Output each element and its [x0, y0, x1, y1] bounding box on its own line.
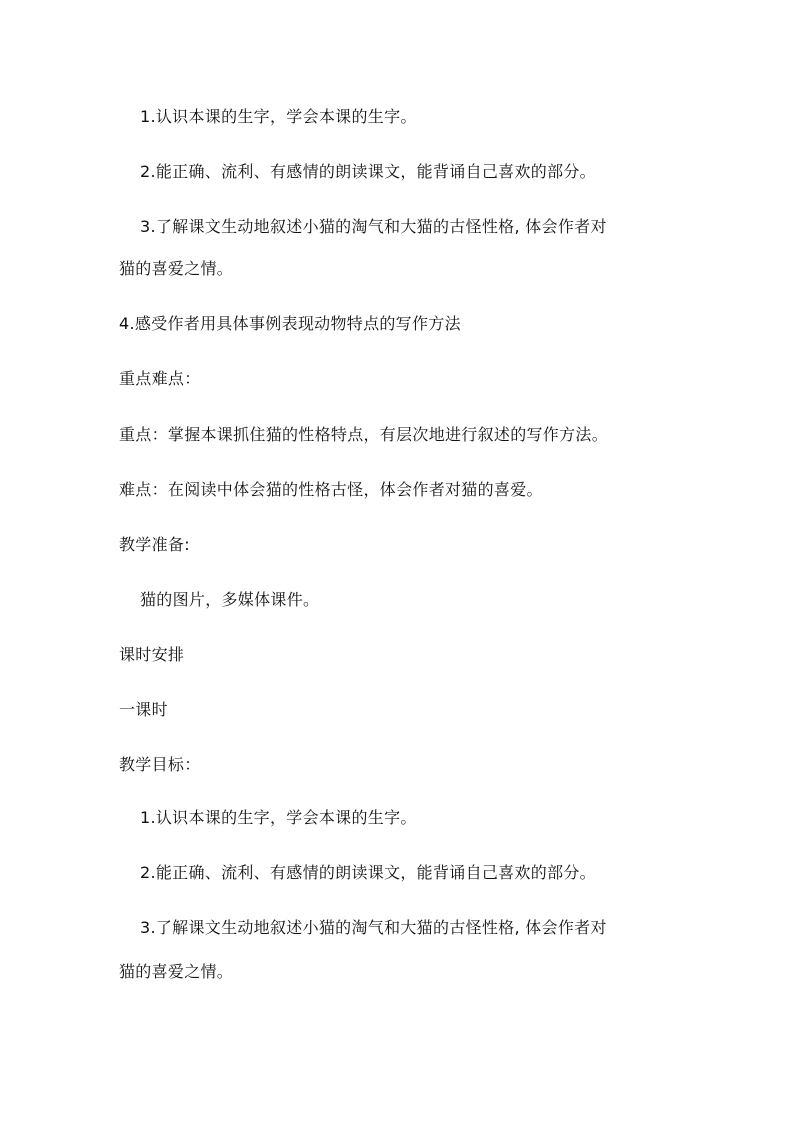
objective-line-3: 3.了解课文生动地叙述小猫的淘气和大猫的古怪性格, 体会作者对	[140, 217, 607, 236]
goal-line-3: 3.了解课文生动地叙述小猫的淘气和大猫的古怪性格, 体会作者对	[140, 918, 607, 937]
schedule-text: 一课时	[119, 700, 168, 719]
objective-line-1: 1.认识本课的生字，学会本课的生字。	[140, 107, 417, 126]
goal-line-2: 2.能正确、流利、有感情的朗读课文，能背诵自己喜欢的部分。	[140, 863, 596, 882]
difficulty-text: 难点：在阅读中体会猫的性格古怪，体会作者对猫的喜爱。	[119, 480, 543, 499]
objective-line-2: 2.能正确、流利、有感情的朗读课文，能背诵自己喜欢的部分。	[140, 162, 596, 181]
key-points-heading: 重点难点：	[119, 369, 201, 388]
goal-line-1: 1.认识本课的生字，学会本课的生字。	[140, 808, 417, 827]
preparation-heading: 教学准备:	[119, 535, 190, 554]
objective-line-3-continued: 猫的喜爱之情。	[119, 259, 234, 278]
preparation-text: 猫的图片，多媒体课件。	[140, 590, 320, 609]
schedule-heading: 课时安排	[119, 645, 185, 664]
key-point-text: 重点：掌握本课抓住猫的性格特点，有层次地进行叙述的写作方法。	[119, 425, 609, 444]
goal-line-3-continued: 猫的喜爱之情。	[119, 962, 234, 981]
objective-line-4: 4.感受作者用具体事例表现动物特点的写作方法	[119, 314, 461, 333]
teaching-goals-heading: 教学目标：	[119, 755, 201, 774]
